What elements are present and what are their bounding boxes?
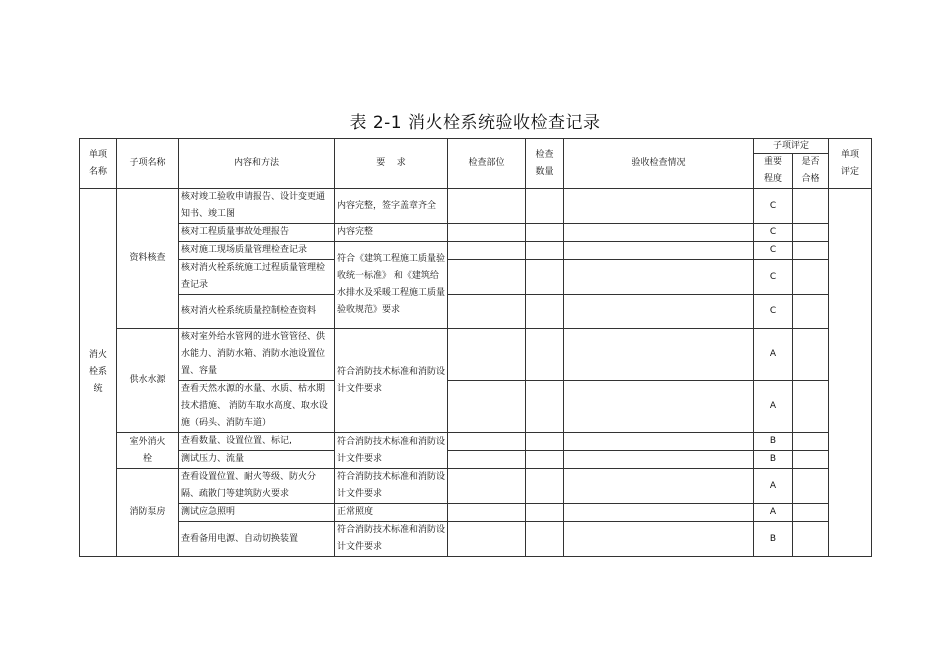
header-unit-eval: 单项 评定 <box>829 139 872 189</box>
requirement-cell: 内容完整，签字盖章齐全 <box>335 189 448 224</box>
document-title: 表 2-1 消火栓系统验收检查记录 <box>349 113 601 133</box>
position-cell <box>448 242 526 260</box>
situation-cell <box>564 329 754 381</box>
quantity-cell <box>526 189 564 224</box>
importance-cell: B <box>754 433 793 451</box>
pass-cell <box>793 504 829 522</box>
header-pass: 是否 合格 <box>793 154 829 189</box>
requirement-cell: 符合消防技术标准和消防设计文件要求 <box>335 329 448 433</box>
importance-cell: C <box>754 295 793 329</box>
header-content: 内容和方法 <box>179 139 335 189</box>
importance-cell: C <box>754 189 793 224</box>
pass-cell <box>793 522 829 557</box>
requirement-cell: 内容完整 <box>335 224 448 242</box>
position-cell <box>448 260 526 295</box>
quantity-cell <box>526 224 564 242</box>
header-unit-name: 单项 名称 <box>80 139 117 189</box>
importance-cell: B <box>754 522 793 557</box>
position-cell <box>448 469 526 504</box>
group-data-check: 资料核查 <box>117 189 179 329</box>
group-pump-room: 消防泵房 <box>117 469 179 557</box>
requirement-cell: 符合消防技术标准和消防设计文件要求 <box>335 469 448 504</box>
position-cell <box>448 504 526 522</box>
header-situation: 验收检查情况 <box>564 139 754 189</box>
importance-cell: C <box>754 224 793 242</box>
pass-cell <box>793 295 829 329</box>
position-cell <box>448 433 526 451</box>
requirement-cell: 符合消防技术标准和消防设计文件要求 <box>335 522 448 557</box>
header-sub-name: 子项名称 <box>117 139 179 189</box>
content-cell: 测试压力、流量 <box>179 451 335 469</box>
unit-eval-cell <box>829 189 872 557</box>
situation-cell <box>564 522 754 557</box>
position-cell <box>448 189 526 224</box>
header-sub-eval: 子项评定 <box>754 139 829 154</box>
quantity-cell <box>526 451 564 469</box>
content-cell: 核对工程质量事故处理报告 <box>179 224 335 242</box>
pass-cell <box>793 381 829 433</box>
content-cell: 查看设置位置、耐火等级、防火分隔、疏散门等建筑防火要求 <box>179 469 335 504</box>
position-cell <box>448 451 526 469</box>
content-cell: 查看备用电源、自动切换装置 <box>179 522 335 557</box>
quantity-cell <box>526 381 564 433</box>
situation-cell <box>564 189 754 224</box>
importance-cell: C <box>754 242 793 260</box>
header-position: 检查部位 <box>448 139 526 189</box>
header-requirement: 要 求 <box>335 139 448 189</box>
header-importance: 重要 程度 <box>754 154 793 189</box>
quantity-cell <box>526 260 564 295</box>
position-cell <box>448 522 526 557</box>
group-water-source: 供水水源 <box>117 329 179 433</box>
header-quantity: 检查 数量 <box>526 139 564 189</box>
content-cell: 核对室外给水管网的进水管管径、供水能力、消防水箱、消防水池设置位置、容量 <box>179 329 335 381</box>
content-cell: 测试应急照明 <box>179 504 335 522</box>
situation-cell <box>564 295 754 329</box>
pass-cell <box>793 224 829 242</box>
requirement-cell: 符合消防技术标准和消防设计文件要求 <box>335 433 448 469</box>
pass-cell <box>793 451 829 469</box>
quantity-cell <box>526 295 564 329</box>
situation-cell <box>564 260 754 295</box>
importance-cell: A <box>754 381 793 433</box>
unit-name-cell: 消火 栓系 统 <box>80 189 117 557</box>
importance-cell: A <box>754 329 793 381</box>
importance-cell: C <box>754 260 793 295</box>
pass-cell <box>793 242 829 260</box>
content-cell: 核对施工现场质量管理检查记录 <box>179 242 335 260</box>
importance-cell: A <box>754 469 793 504</box>
content-cell: 核对消火栓系统施工过程质量管理检查记录 <box>179 260 335 295</box>
position-cell <box>448 295 526 329</box>
group-outdoor-hydrant: 室外消火 栓 <box>117 433 179 469</box>
content-cell: 查看天然水源的水量、水质、枯水期技术措施、 消防车取水高度、取水设施（码头、消防车道） <box>179 381 335 433</box>
requirement-cell: 正常照度 <box>335 504 448 522</box>
pass-cell <box>793 189 829 224</box>
situation-cell <box>564 381 754 433</box>
situation-cell <box>564 242 754 260</box>
pass-cell <box>793 433 829 451</box>
quantity-cell <box>526 329 564 381</box>
situation-cell <box>564 451 754 469</box>
situation-cell <box>564 469 754 504</box>
situation-cell <box>564 504 754 522</box>
situation-cell <box>564 224 754 242</box>
quantity-cell <box>526 504 564 522</box>
quantity-cell <box>526 242 564 260</box>
content-cell: 核对消火栓系统质量控制检查资料 <box>179 295 335 329</box>
pass-cell <box>793 329 829 381</box>
importance-cell: A <box>754 504 793 522</box>
position-cell <box>448 329 526 381</box>
situation-cell <box>564 433 754 451</box>
quantity-cell <box>526 522 564 557</box>
position-cell <box>448 224 526 242</box>
importance-cell: B <box>754 451 793 469</box>
inspection-table <box>79 138 872 557</box>
content-cell: 核对竣工验收申请报告、设计变更通知书、竣工图 <box>179 189 335 224</box>
content-cell: 查看数量、设置位置、标记, <box>179 433 335 451</box>
position-cell <box>448 381 526 433</box>
pass-cell <box>793 469 829 504</box>
pass-cell <box>793 260 829 295</box>
quantity-cell <box>526 433 564 451</box>
quantity-cell <box>526 469 564 504</box>
requirement-cell: 符合《建筑工程施工质量验收统一标准》 和《建筑给水排水及采暖工程施工质量验收规范》要求 <box>335 242 448 329</box>
